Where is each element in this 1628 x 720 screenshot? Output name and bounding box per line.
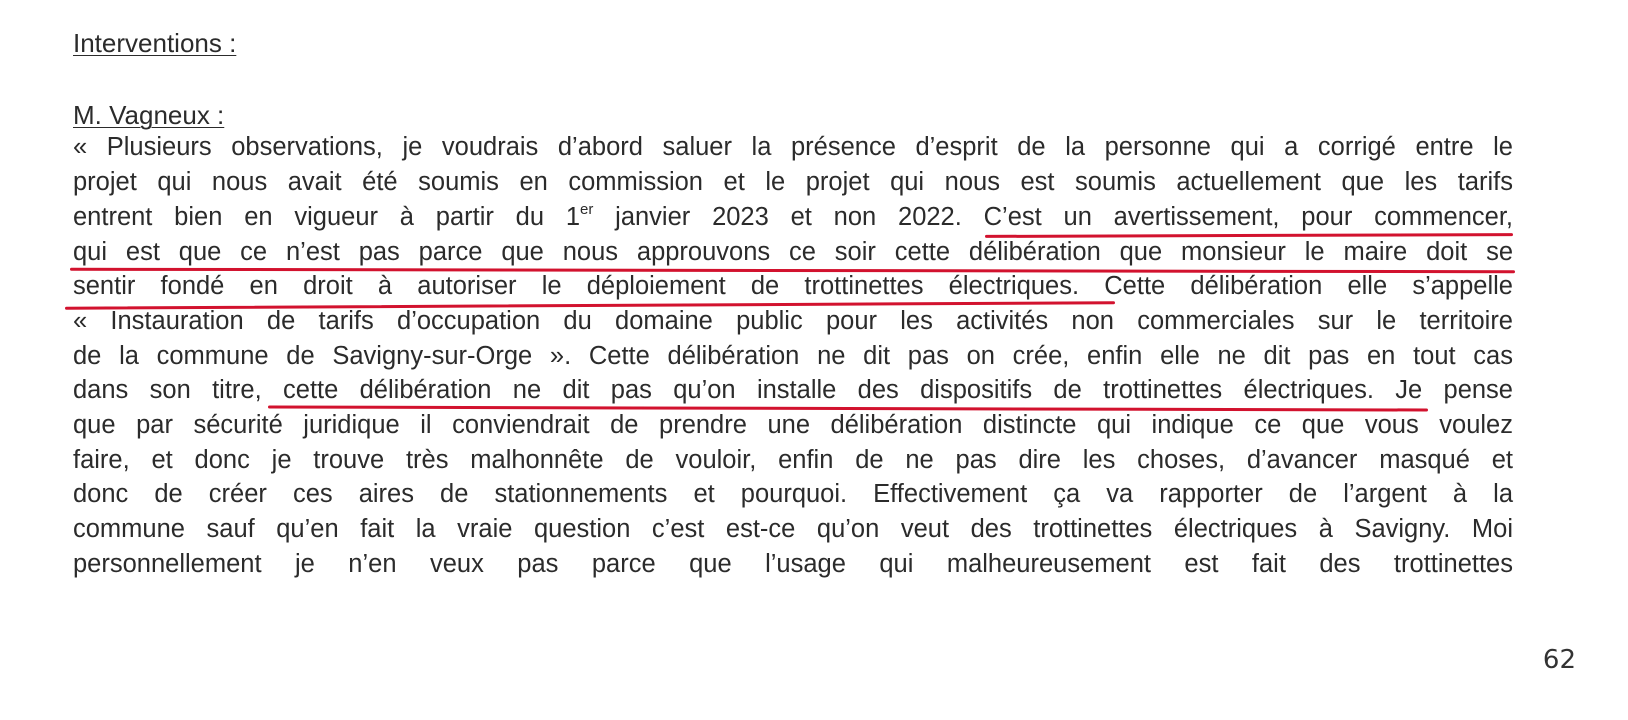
speaker-name: M. Vagneux : <box>73 100 225 130</box>
paragraph-line: sentir fondé en droit à autoriser le déploiement de trottinettes électriques. Cette délibération elle s’appelle <box>73 272 1513 300</box>
paragraph-line: commune sauf qu’en fait la vraie question c’est est-ce qu’on veut des trottinettes électriques à Savigny. Moi <box>73 515 1513 543</box>
paragraph-line: donc de créer ces aires de stationnements et pourquoi. Effectivement ça va rapporter de l’argent à la <box>73 480 1513 508</box>
paragraph-line: dans son titre, cette délibération ne dit pas qu’on installe des dispositifs de trottinettes électriques. Je pense <box>73 376 1513 404</box>
section-heading: Interventions : <box>73 28 237 58</box>
line-text: entrent bien en vigueur à partir du 1 <box>73 203 581 231</box>
line-text: janvier 2023 et non 2022. C’est un avertissement, pour commencer, <box>593 203 1513 231</box>
paragraph-line: « Instauration de tarifs d’occupation du domaine public pour les activités non commerciales sur le territoire <box>73 307 1513 335</box>
paragraph-line: personnellement je n’en veux pas parce que l’usage qui malheureusement est fait des trottinettes <box>73 550 1513 578</box>
paragraph-line <box>73 201 1513 234</box>
paragraph-line: faire, et donc je trouve très malhonnête de vouloir, enfin de ne pas dire les choses, d’avancer masqué et <box>73 446 1513 474</box>
ordinal-superscript: er <box>580 201 594 218</box>
page-number: 62 <box>1542 645 1576 675</box>
paragraph-line: projet qui nous avait été soumis en commission et le projet qui nous est soumis actuellement que les tarifs <box>73 168 1513 196</box>
paragraph-line: de la commune de Savigny-sur-Orge ». Cette délibération ne dit pas on crée, enfin elle ne dit pas en tout cas <box>73 342 1513 370</box>
paragraph-line: « Plusieurs observations, je voudrais d’abord saluer la présence d’esprit de la personne qui a corrigé entre le <box>73 133 1513 161</box>
paragraph-line: qui est que ce n’est pas parce que nous approuvons ce soir cette délibération que monsieur le maire doit se <box>73 238 1513 266</box>
paragraph-line: que par sécurité juridique il conviendrait de prendre une délibération distincte qui indique ce que vous voulez <box>73 411 1513 439</box>
